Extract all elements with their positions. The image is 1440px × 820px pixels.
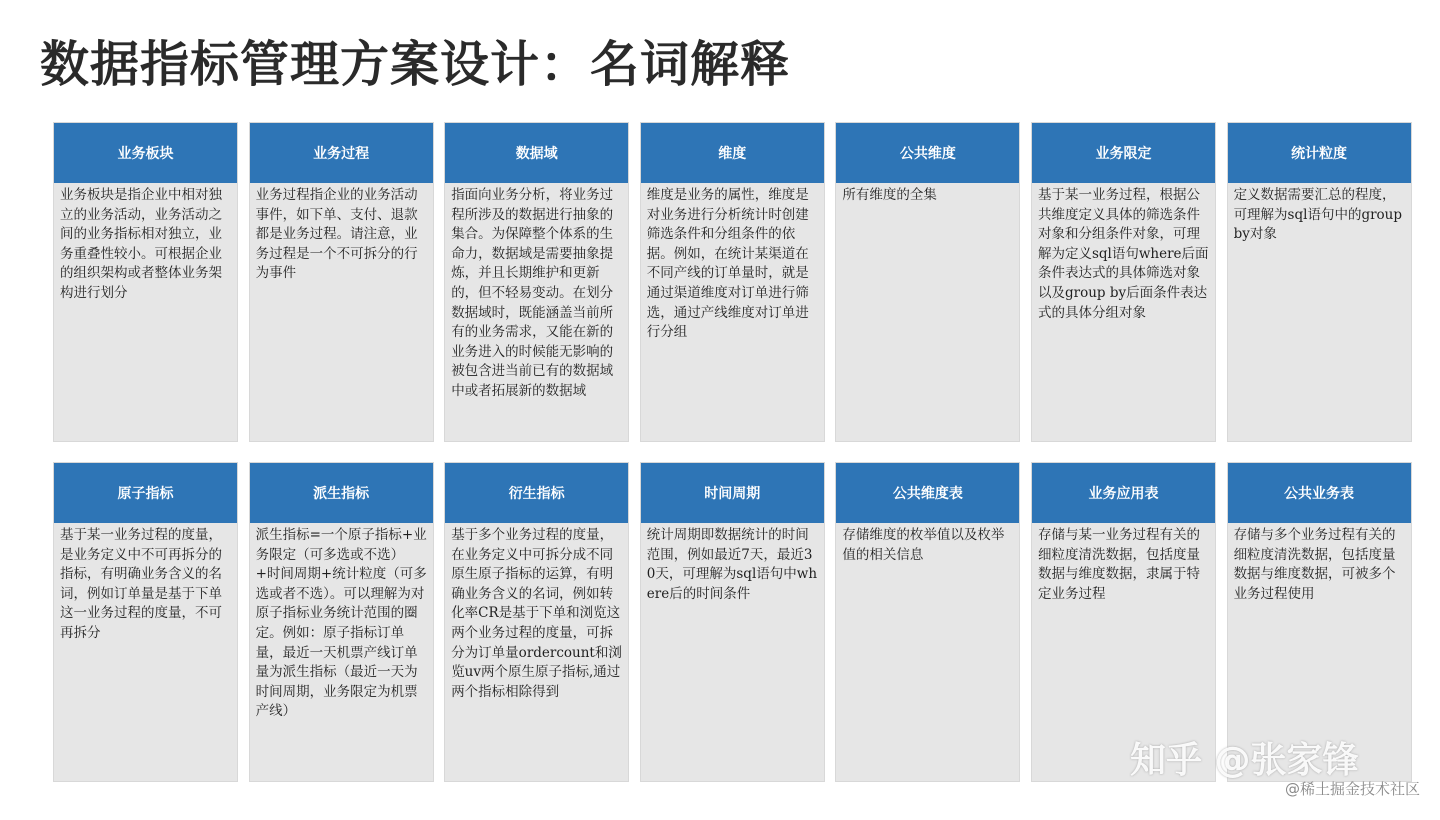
card-description: 基于多个业务过程的度量，在业务定义中可拆分成不同原生原子指标的运算，有明确业务含义的名词，例如转化率CR是基于下单和浏览这两个业务过程的度量，可拆分为订单量ordercount和浏览uv两个原生原子指标,通过两个指标相除得到	[451, 527, 622, 700]
card-header: 公共业务表	[1228, 463, 1411, 523]
card-header: 维度	[641, 123, 824, 183]
card-header: 数据域	[445, 123, 628, 183]
card-business-qualifier	[1032, 123, 1215, 441]
site-watermark: @稀土掘金技术社区	[1284, 780, 1420, 798]
card-header: 公共维度	[836, 123, 1019, 183]
card-description: 存储与某一业务过程有关的细粒度清洗数据，包括度量数据与维度数据，隶属于特定业务过程	[1037, 527, 1200, 602]
card-description: 存储维度的枚举值以及枚举值的相关信息	[842, 527, 1005, 563]
card-description: 业务板块是指企业中相对独立的业务活动，业务活动之间的业务指标相对独立，业务重叠性较小。可根据企业的组织架构或者整体业务架构进行划分	[60, 187, 222, 301]
card-description: 指面向业务分析，将业务过程所涉及的数据进行抽象的集合。为保障整个体系的生命力，数据域是需要抽象提炼，并且长期维护和更新的，但不轻易变动。在划分数据域时，既能涵盖当前所有的业务需求，又能在新的业务进入的时候能无影响的被包含进当前已有的数据域中或者拓展新的数据域	[451, 187, 614, 399]
card-time-period	[641, 463, 824, 781]
card-header: 业务限定	[1032, 123, 1215, 183]
card-description: 基于某一业务过程，根据公共维度定义具体的筛选条件对象和分组条件对象，可理解为定义sql语句where后面条件表达式的具体筛选对象以及group by后面条件表达式的具体分组对象	[1037, 187, 1209, 321]
card-description: 统计周期即数据统计的时间范围，例如最近7天，最近30天，可理解为sql语句中where后的时间条件	[646, 527, 818, 602]
card-description: 基于某一业务过程的度量，是业务定义中不可再拆分的指标，有明确业务含义的名词，例如订单量是基于下单这一业务过程的度量，不可再拆分	[60, 527, 222, 641]
card-header: 业务应用表	[1032, 463, 1215, 523]
card-description: 业务过程指企业的业务活动事件，如下单、支付、退款都是业务过程。请注意，业务过程是一个不可拆分的行为事件	[255, 187, 418, 282]
card-description: 所有维度的全集	[842, 187, 937, 203]
card-header: 统计粒度	[1228, 123, 1411, 183]
page-title: 数据指标管理方案设计：名词解释	[40, 36, 791, 93]
card-header: 派生指标	[250, 463, 433, 523]
watermark-text: 知乎 @张家锋	[1130, 740, 1359, 781]
card-header: 衍生指标	[445, 463, 628, 523]
card-header: 时间周期	[641, 463, 824, 523]
card-business-domain	[54, 123, 237, 441]
card-description: 定义数据需要汇总的程度，可理解为sql语句中的group by对象	[1233, 187, 1407, 243]
card-data-domain	[445, 123, 628, 441]
card-header: 业务过程	[250, 123, 433, 183]
card-dimension	[641, 123, 824, 441]
glossary-grid	[54, 123, 1411, 781]
card-common-dimension	[836, 123, 1019, 441]
card-common-dimension-table	[836, 463, 1019, 781]
card-granularity	[1228, 123, 1411, 441]
card-description: 存储与多个业务过程有关的细粒度清洗数据，包括度量数据与维度数据，可被多个业务过程使用	[1233, 527, 1396, 602]
card-compound-metric	[445, 463, 628, 781]
card-header: 原子指标	[54, 463, 237, 523]
card-description: 维度是业务的属性，维度是对业务进行分析统计时创建筛选条件和分组条件的依据。例如，在统计某渠道在不同产线的订单量时，就是通过渠道维度对订单进行筛选，通过产线维度对订单进行分组	[646, 187, 809, 341]
card-header: 公共维度表	[836, 463, 1019, 523]
card-header: 业务板块	[54, 123, 237, 183]
card-atomic-metric	[54, 463, 237, 781]
card-business-process	[250, 123, 433, 441]
card-derived-metric	[250, 463, 433, 781]
card-description: 派生指标=一个原子指标+业务限定（可多选或不选）+时间周期+统计粒度（可多选或者不选）。可以理解为对原子指标业务统计范围的圈定。例如：原子指标订单量，最近一天机票产线订单量为派生指标（最近一天为时间周期，业务限定为机票产线）	[255, 527, 427, 720]
